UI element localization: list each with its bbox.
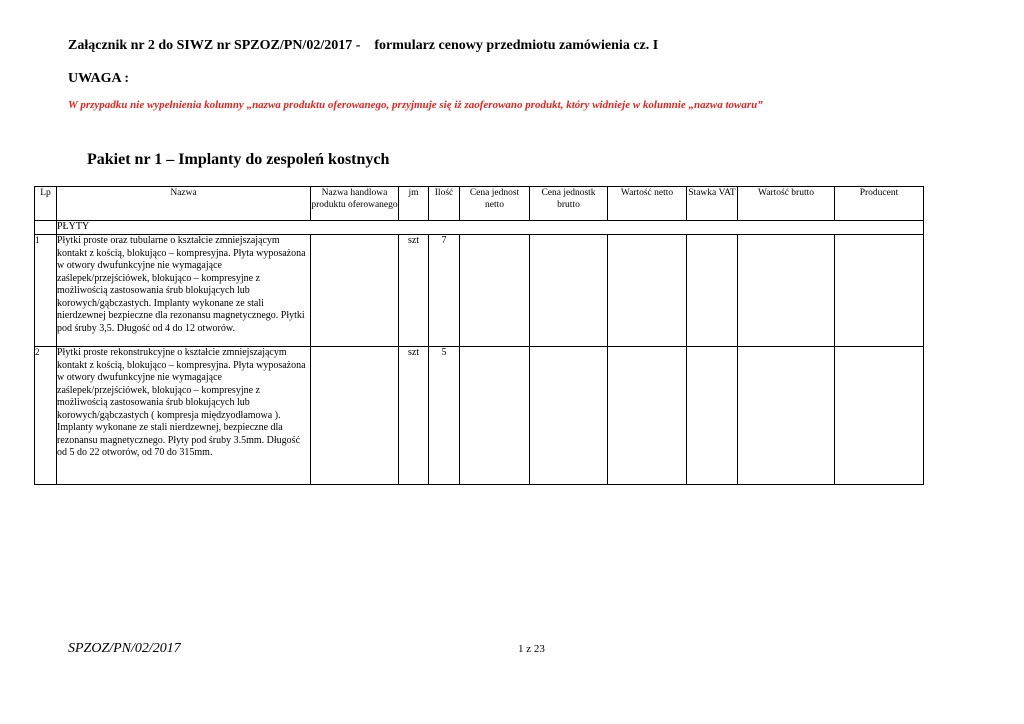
row-wartosc-netto-cell[interactable]: [608, 347, 687, 485]
row-wartosc-brutto-cell[interactable]: [738, 347, 835, 485]
row-nazwa-handlowa-cell[interactable]: [311, 235, 399, 347]
row-stawka-vat-cell[interactable]: [687, 347, 738, 485]
row-stawka-vat-cell[interactable]: [687, 235, 738, 347]
page-number: 1 z 23: [518, 643, 545, 655]
section-row: [35, 221, 924, 235]
row-cena-netto-cell[interactable]: [460, 347, 530, 485]
row-producent-cell[interactable]: [835, 347, 924, 485]
row-wartosc-netto-cell[interactable]: [608, 235, 687, 347]
row-ilosc: 7: [429, 235, 460, 347]
price-table: [34, 186, 924, 485]
pakiet-heading: Pakiet nr 1 – Implanty do zespoleń kostnych: [87, 151, 390, 168]
row-nazwa-handlowa-cell[interactable]: [311, 347, 399, 485]
col-header-lp: Lp: [35, 187, 57, 221]
table-header-row: [35, 187, 924, 221]
document-title-subtitle: formularz cenowy przedmiotu zamówienia cz. I: [374, 38, 659, 53]
uwaga-heading: UWAGA :: [68, 71, 130, 86]
col-header-cena-brutto: Cena jednostk brutto: [530, 187, 608, 221]
row-cena-brutto-cell[interactable]: [530, 235, 608, 347]
col-header-producent: Producent: [835, 187, 924, 221]
row-ilosc: 5: [429, 347, 460, 485]
col-header-wartosc-netto: Wartość netto: [608, 187, 687, 221]
row-cena-brutto-cell[interactable]: [530, 347, 608, 485]
table-row: [35, 235, 924, 347]
row-producent-cell[interactable]: [835, 235, 924, 347]
col-header-wartosc-brutto: Wartość brutto: [738, 187, 835, 221]
document-title: [68, 38, 658, 54]
row-nazwa: Płytki proste oraz tubularne o kształcie zmniejszającym kontakt z kością, blokująco – kompresyjna. Płyta wyposażona w otwory dwufunkcyjne nie wymagające zaślepek/przejściówek, blokująco – kompresyjne z możliwością zastosowania śrub blokujących lub korowych/gąbczastych. Implanty wykonane ze stali nierdzewnej bezpieczne dla rezonansu magnetycznego. Płytki pod śruby 3,5. Długość od 4 do 12 otworów.: [57, 235, 311, 347]
col-header-cena-netto: Cena jednost netto: [460, 187, 530, 221]
col-header-nazwa: Nazwa: [57, 187, 311, 221]
col-header-nazwa-handlowa: Nazwa handlowa produktu oferowanego: [311, 187, 399, 221]
row-lp: 1: [35, 235, 57, 347]
col-header-jm: jm: [399, 187, 429, 221]
row-cena-netto-cell[interactable]: [460, 235, 530, 347]
document-title-main: Załącznik nr 2 do SIWZ nr SPZOZ/PN/02/2017 -: [68, 38, 361, 53]
warning-note: W przypadku nie wypełnienia kolumny „nazwa produktu oferowanego, przyjmuje się iż zaoferowano produkt, który widnieje w kolumnie „nazwa towaru”: [68, 99, 763, 111]
footer-reference: SPZOZ/PN/02/2017: [68, 641, 181, 656]
row-wartosc-brutto-cell[interactable]: [738, 235, 835, 347]
section-label: PŁYTY: [57, 221, 924, 235]
table-row: [35, 347, 924, 485]
row-jm: szt: [399, 347, 429, 485]
col-header-stawka-vat: Stawka VAT: [687, 187, 738, 221]
row-nazwa: Płytki proste rekonstrukcyjne o kształcie zmniejszającym kontakt z kością, blokująco – kompresyjna. Płyta wyposażona w otwory dwufunkcyjne nie wymagające zaślepek/przejściówek, blokująco – kompresyjne z możliwością zastosowania śrub blokujących lub korowych/gąbczastych ( kompresja międzyodłamowa ). Implanty wykonane ze stali nierdzewnej, bezpieczne dla rezonansu magnetycznego. Płyty pod śruby 3.5mm. Długość od 5 do 22 otworów, od 70 do 315mm.: [57, 347, 311, 485]
row-jm: szt: [399, 235, 429, 347]
col-header-ilosc: Ilość: [429, 187, 460, 221]
row-lp: 2: [35, 347, 57, 485]
